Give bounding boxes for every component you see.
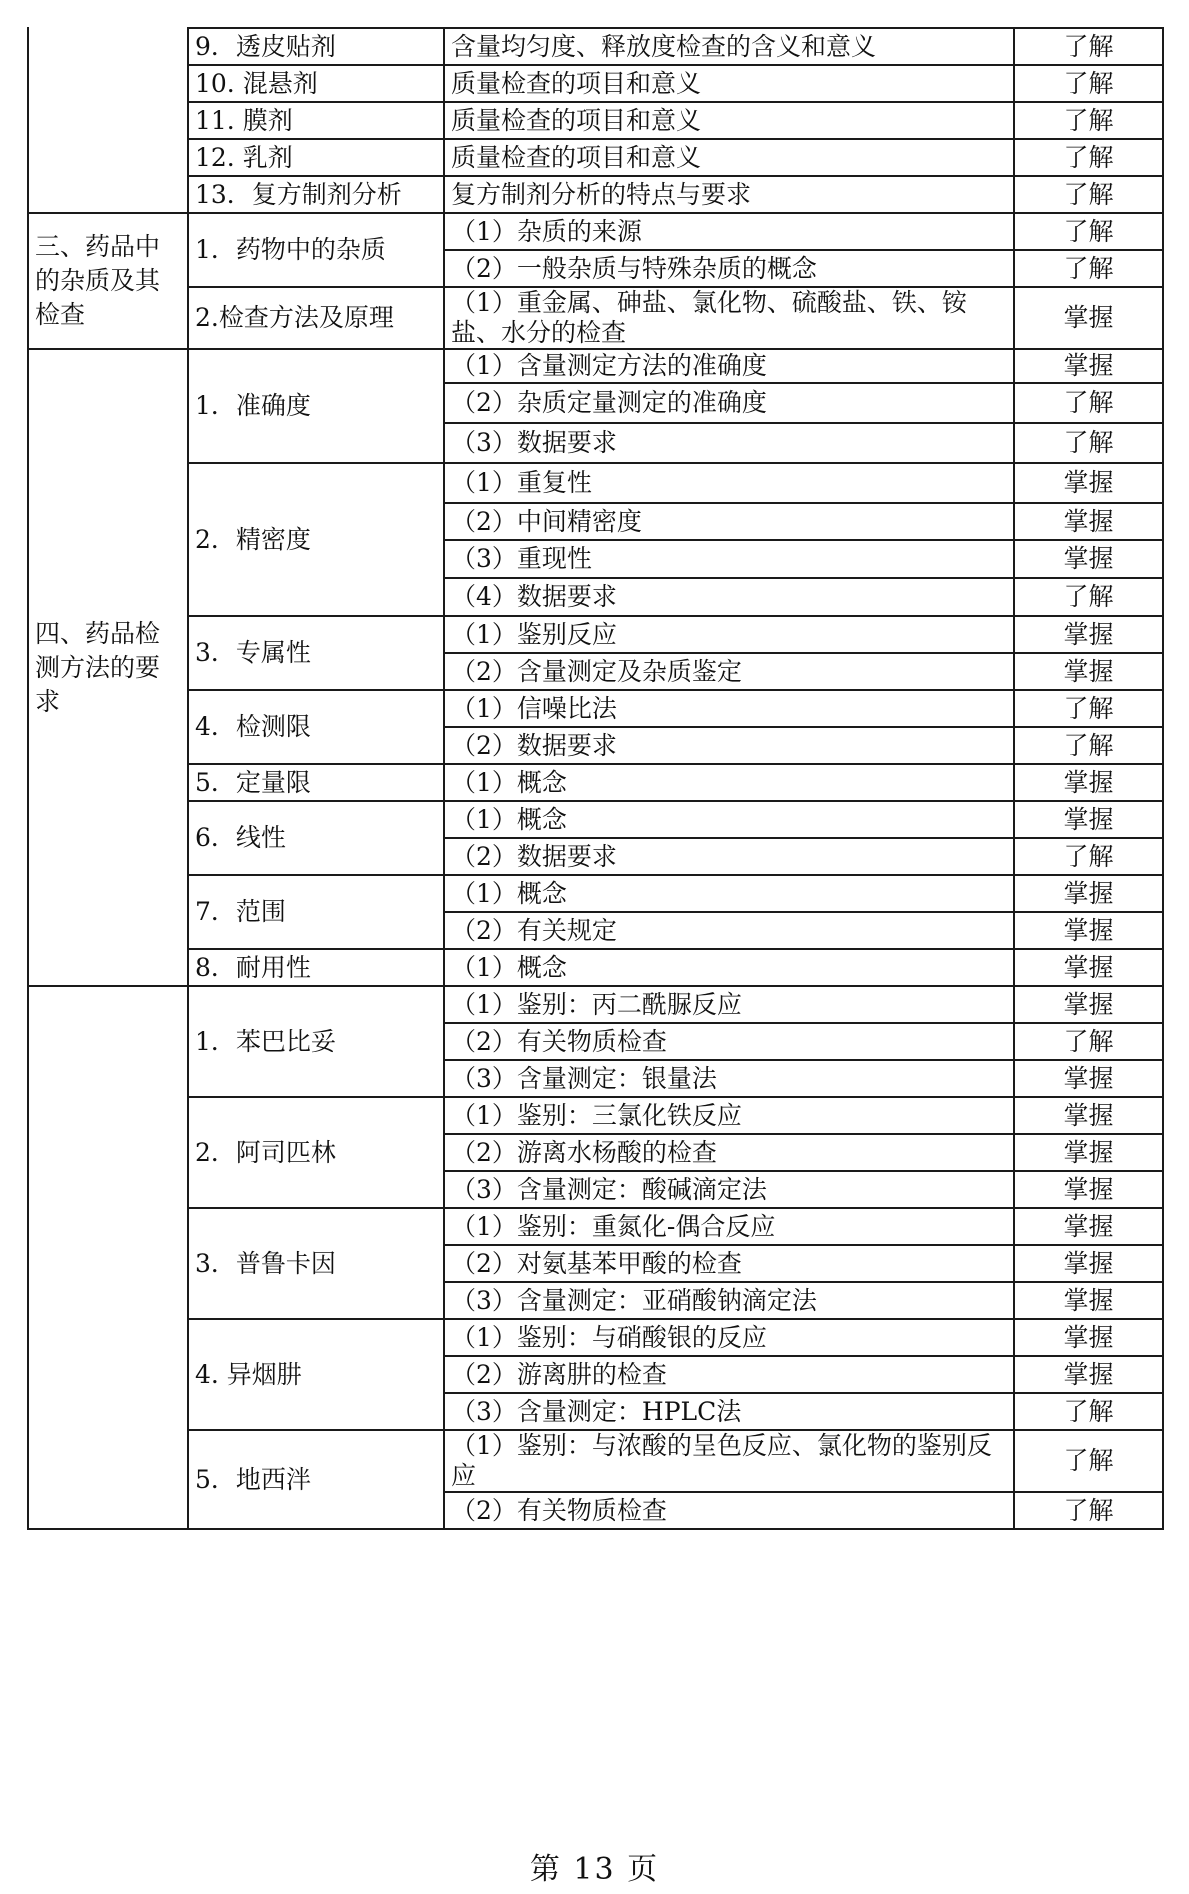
point-text: （2）杂质定量测定的准确度 [444, 383, 1014, 423]
point-text: （2）有关物质检查 [444, 1492, 1014, 1529]
unit-name: 3．专属性 [188, 616, 444, 690]
table-row [28, 176, 1163, 213]
table-row [28, 102, 1163, 139]
unit-name: 5．定量限 [188, 764, 444, 801]
requirement-level: 掌握 [1014, 1245, 1163, 1282]
table-row [28, 801, 1163, 838]
requirement-level: 掌握 [1014, 801, 1163, 838]
requirement-level: 掌握 [1014, 875, 1163, 912]
page-number: 第 13 页 [529, 1852, 660, 1887]
point-text: （2）游离肼的检查 [444, 1356, 1014, 1393]
point-text: （2）对氨基苯甲酸的检查 [444, 1245, 1014, 1282]
requirement-level: 掌握 [1014, 463, 1163, 503]
requirement-level: 了解 [1014, 690, 1163, 727]
table-row [28, 65, 1163, 102]
point-text: （1）杂质的来源 [444, 213, 1014, 250]
table-row [28, 1097, 1163, 1134]
unit-name: 9．透皮贴剂 [188, 28, 444, 65]
point-text: （1）概念 [444, 949, 1014, 986]
point-text: （1）鉴别：与硝酸银的反应 [444, 1319, 1014, 1356]
requirement-level: 了解 [1014, 838, 1163, 875]
requirement-level: 了解 [1014, 250, 1163, 287]
requirement-level: 掌握 [1014, 540, 1163, 578]
requirement-level: 了解 [1014, 578, 1163, 616]
point-text: （1）鉴别：三氯化铁反应 [444, 1097, 1014, 1134]
point-text: （3）含量测定：酸碱滴定法 [444, 1171, 1014, 1208]
requirement-level: 掌握 [1014, 349, 1163, 383]
point-text: 质量检查的项目和意义 [444, 139, 1014, 176]
requirement-level: 掌握 [1014, 986, 1163, 1023]
requirement-level: 掌握 [1014, 1134, 1163, 1171]
table-row [28, 463, 1163, 503]
table-row [28, 1319, 1163, 1356]
point-text: （1）重金属、砷盐、氯化物、硫酸盐、铁、铵盐、水分的检查 [444, 287, 1014, 349]
point-text: （1）鉴别：重氮化-偶合反应 [444, 1208, 1014, 1245]
point-text: （3）含量测定：亚硝酸钠滴定法 [444, 1282, 1014, 1319]
requirement-level: 掌握 [1014, 653, 1163, 690]
requirement-level: 掌握 [1014, 1097, 1163, 1134]
requirement-level: 了解 [1014, 213, 1163, 250]
table-row [28, 1430, 1163, 1492]
table-row [28, 875, 1163, 912]
requirement-level: 掌握 [1014, 1171, 1163, 1208]
point-text: （2）一般杂质与特殊杂质的概念 [444, 250, 1014, 287]
unit-name: 8．耐用性 [188, 949, 444, 986]
unit-name: 6．线性 [188, 801, 444, 875]
point-text: （3）数据要求 [444, 423, 1014, 463]
table-row [28, 1208, 1163, 1245]
requirement-level: 掌握 [1014, 1356, 1163, 1393]
requirement-level: 了解 [1014, 727, 1163, 764]
requirement-level: 了解 [1014, 383, 1163, 423]
point-text: （2）含量测定及杂质鉴定 [444, 653, 1014, 690]
section-title: 三、药品中的杂质及其检查 [28, 213, 188, 349]
requirement-level: 掌握 [1014, 287, 1163, 349]
point-text: （3）含量测定：银量法 [444, 1060, 1014, 1097]
unit-name: 11. 膜剂 [188, 102, 444, 139]
point-text: （4）数据要求 [444, 578, 1014, 616]
section-title [28, 986, 188, 1529]
requirement-level: 了解 [1014, 139, 1163, 176]
requirement-level: 了解 [1014, 65, 1163, 102]
table-row [28, 949, 1163, 986]
point-text: （3）重现性 [444, 540, 1014, 578]
unit-name: 4．检测限 [188, 690, 444, 764]
requirement-level: 掌握 [1014, 912, 1163, 949]
point-text: （1）鉴别：与浓酸的呈色反应、氯化物的鉴别反应 [444, 1430, 1014, 1492]
unit-name: 10. 混悬剂 [188, 65, 444, 102]
unit-name: 1．准确度 [188, 349, 444, 463]
unit-name: 2.检查方法及原理 [188, 287, 444, 349]
point-text: 质量检查的项目和意义 [444, 102, 1014, 139]
requirement-level: 了解 [1014, 1023, 1163, 1060]
point-text: （2）数据要求 [444, 838, 1014, 875]
table-row [28, 349, 1163, 383]
table-row [28, 287, 1163, 349]
point-text: （2）有关物质检查 [444, 1023, 1014, 1060]
point-text: 质量检查的项目和意义 [444, 65, 1014, 102]
point-text: （1）鉴别反应 [444, 616, 1014, 653]
point-text: （3）含量测定：HPLC法 [444, 1393, 1014, 1430]
table-row [28, 213, 1163, 250]
requirement-level: 掌握 [1014, 1208, 1163, 1245]
point-text: （2）有关规定 [444, 912, 1014, 949]
syllabus-table [27, 27, 1164, 1530]
unit-name: 7．范围 [188, 875, 444, 949]
unit-name: 5．地西泮 [188, 1430, 444, 1529]
requirement-level: 掌握 [1014, 949, 1163, 986]
unit-name: 12. 乳剂 [188, 139, 444, 176]
requirement-level: 了解 [1014, 423, 1163, 463]
requirement-level: 了解 [1014, 102, 1163, 139]
table-row [28, 28, 1163, 65]
unit-name: 1．苯巴比妥 [188, 986, 444, 1097]
point-text: （1）鉴别：丙二酰脲反应 [444, 986, 1014, 1023]
point-text: （2）数据要求 [444, 727, 1014, 764]
table-row [28, 690, 1163, 727]
requirement-level: 了解 [1014, 1492, 1163, 1529]
table-row [28, 764, 1163, 801]
requirement-level: 了解 [1014, 1393, 1163, 1430]
requirement-level: 掌握 [1014, 616, 1163, 653]
point-text: （1）重复性 [444, 463, 1014, 503]
unit-name: 3．普鲁卡因 [188, 1208, 444, 1319]
unit-name: 13．复方制剂分析 [188, 176, 444, 213]
point-text: （1）信噪比法 [444, 690, 1014, 727]
point-text: （1）概念 [444, 764, 1014, 801]
requirement-level: 掌握 [1014, 1319, 1163, 1356]
point-text: （1）概念 [444, 801, 1014, 838]
point-text: 复方制剂分析的特点与要求 [444, 176, 1014, 213]
requirement-level: 了解 [1014, 1430, 1163, 1492]
section-title [28, 28, 188, 213]
unit-name: 4. 异烟肼 [188, 1319, 444, 1430]
table-row [28, 986, 1163, 1023]
requirement-level: 掌握 [1014, 1060, 1163, 1097]
point-text: 含量均匀度、释放度检查的含义和意义 [444, 28, 1014, 65]
unit-name: 2．精密度 [188, 463, 444, 616]
section-title: 四、药品检测方法的要求 [28, 349, 188, 986]
unit-name: 2．阿司匹林 [188, 1097, 444, 1208]
table-row [28, 139, 1163, 176]
point-text: （1）含量测定方法的准确度 [444, 349, 1014, 383]
requirement-level: 了解 [1014, 28, 1163, 65]
point-text: （2）中间精密度 [444, 503, 1014, 540]
point-text: （2）游离水杨酸的检查 [444, 1134, 1014, 1171]
requirement-level: 了解 [1014, 176, 1163, 213]
table-row [28, 616, 1163, 653]
requirement-level: 掌握 [1014, 764, 1163, 801]
unit-name: 1．药物中的杂质 [188, 213, 444, 287]
requirement-level: 掌握 [1014, 503, 1163, 540]
requirement-level: 掌握 [1014, 1282, 1163, 1319]
point-text: （1）概念 [444, 875, 1014, 912]
